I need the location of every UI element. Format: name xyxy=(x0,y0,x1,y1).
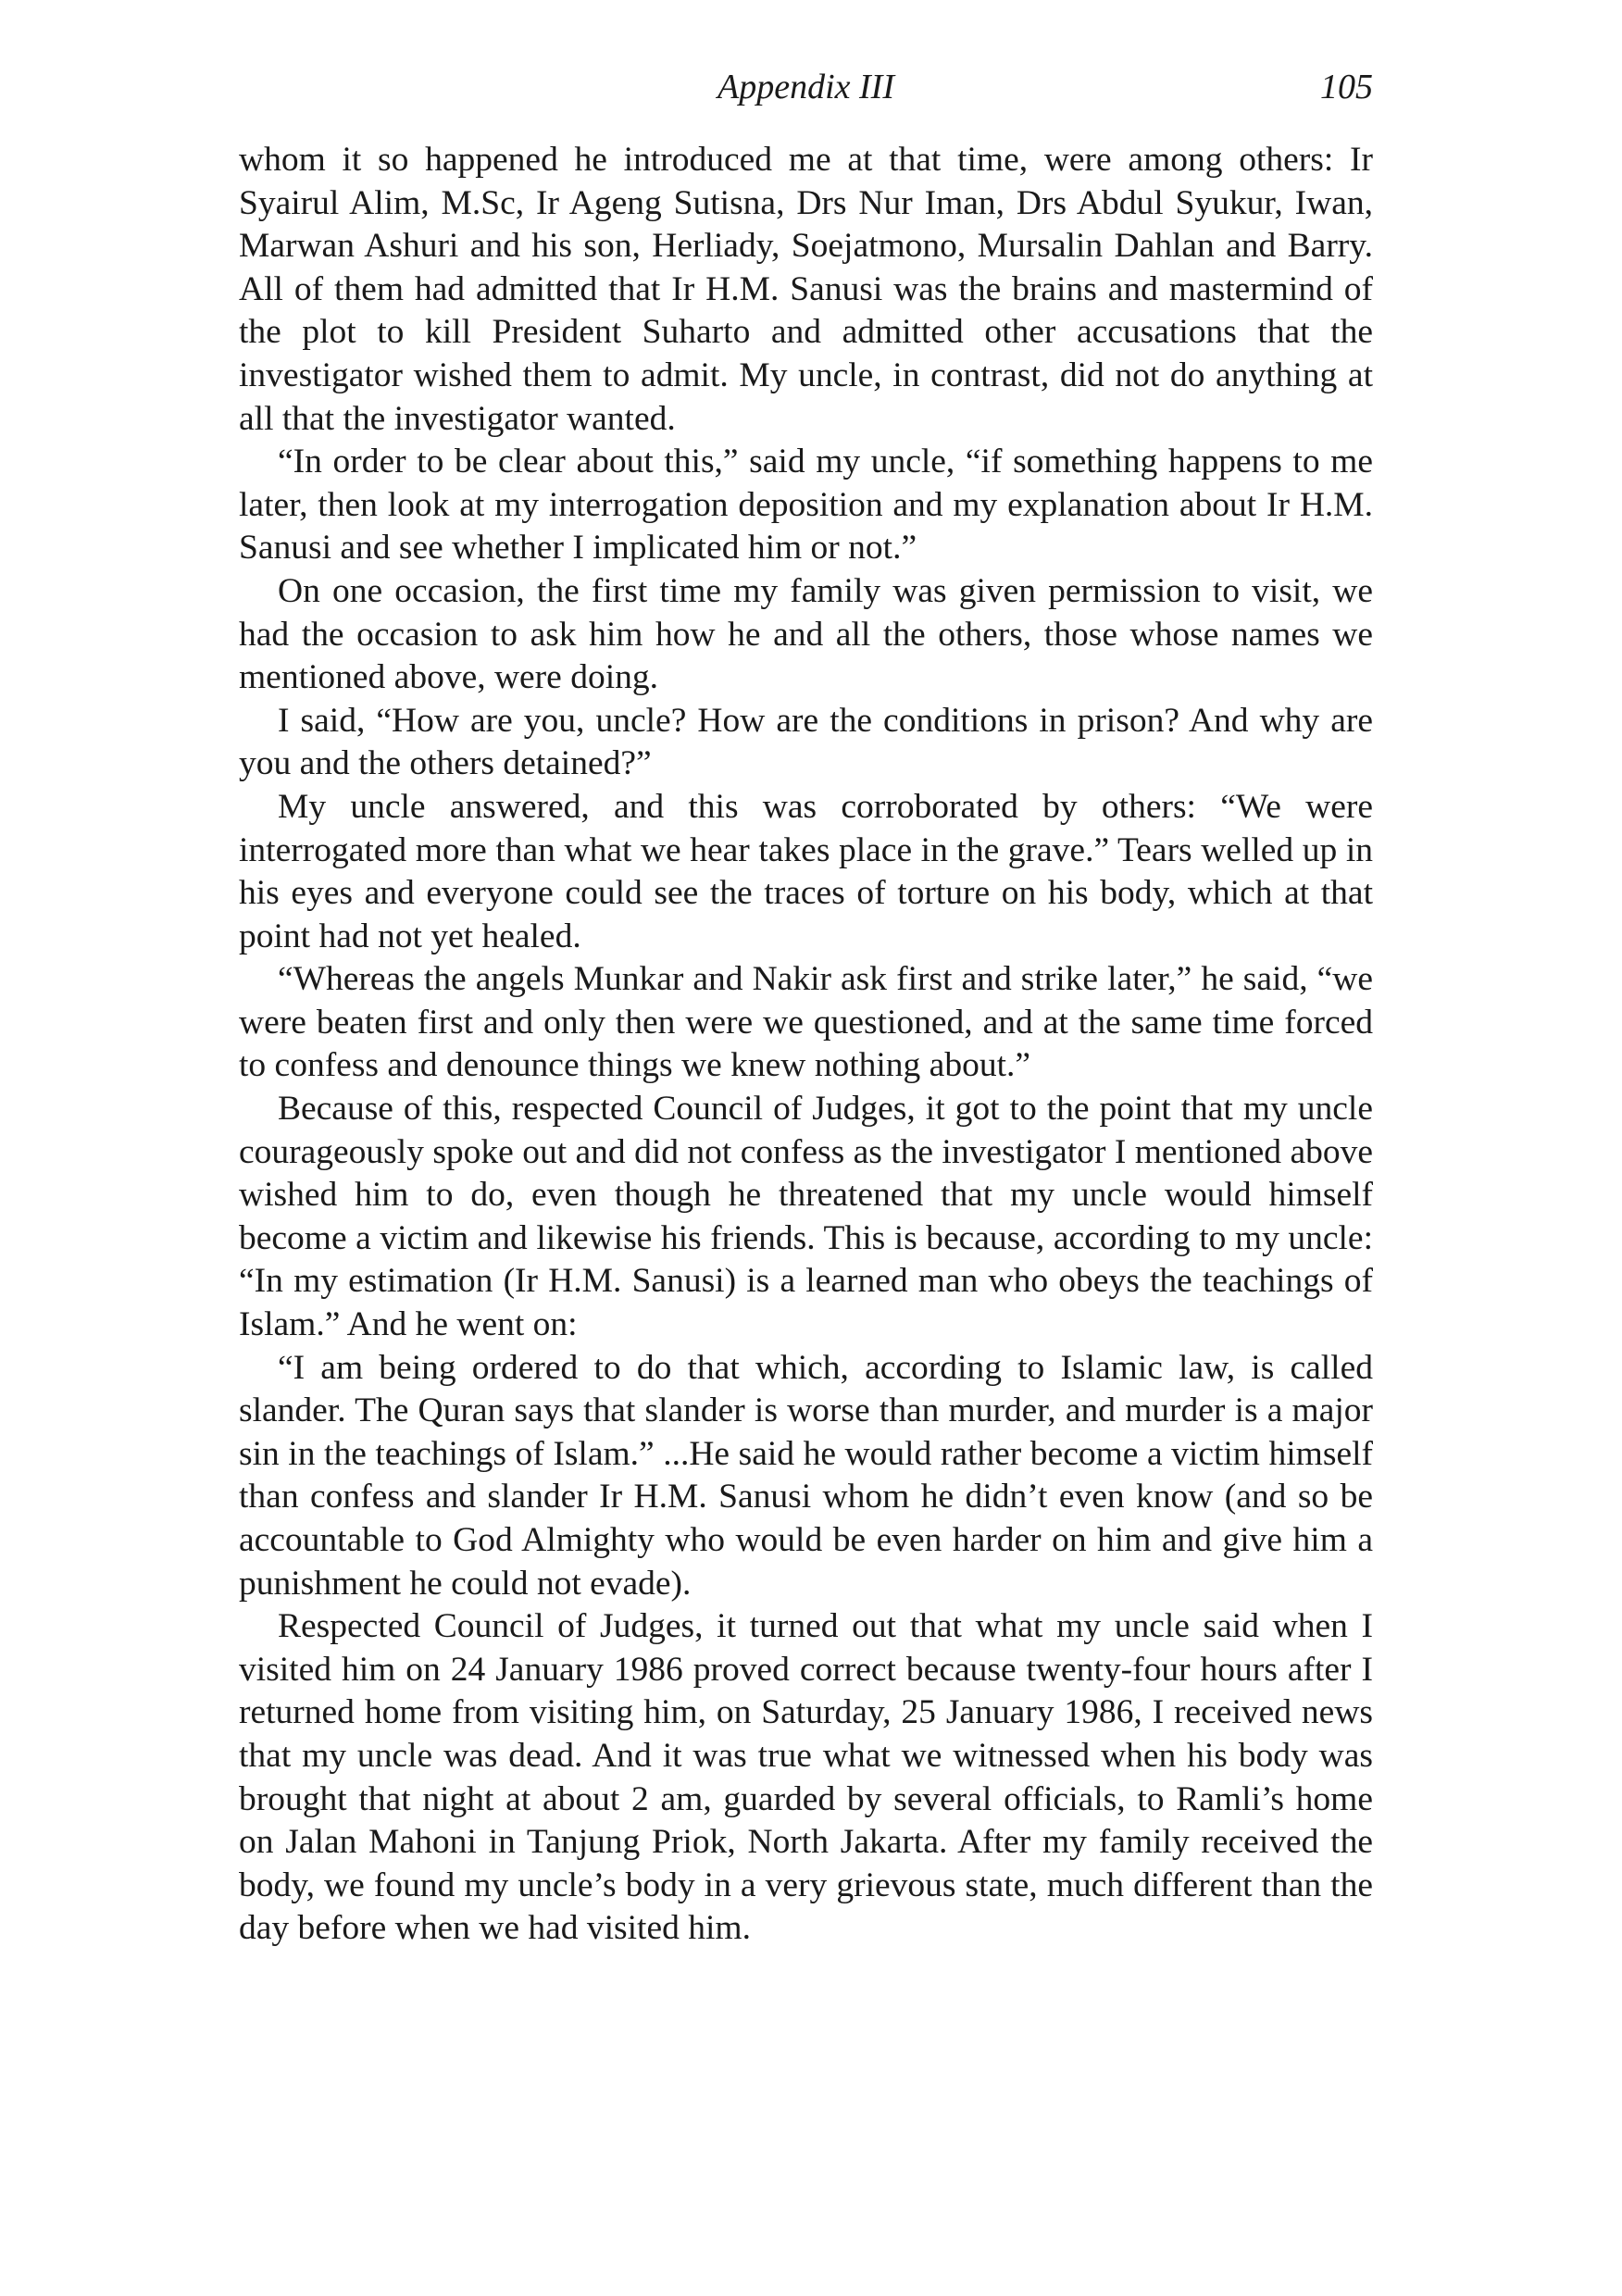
paragraph: Because of this, respected Council of Judges, it got to the point that my uncle courageously spoke out and did not confess as the investigator I mentioned above wished him to do, even though he threatened that my uncle would himself become a victim and likewise his friends. This is because, according to my uncle: “In my estimation (Ir H.M. Sanusi) is a learned man who obeys the teachings of Islam.” And he went on: xyxy=(239,1090,1373,1344)
paragraph-continued: whom it so happened he introduced me at that time, were among others: Ir Syairul Alim, M.Sc, Ir Ageng Sutisna, Drs Nur Iman, Drs Abdul Syukur, Iwan, Marwan Ashuri and his son, Herliady, Soejatmono, Mursalin Dahlan and Barry. All of them had admitted that Ir H.M. Sanusi was the brains and mastermind of the plot to kill President Suharto and admitted other accusations that the investigator wished them to admit. My uncle, in contrast, did not do anything at all that the investigator wanted. xyxy=(239,141,1373,438)
paragraph: My uncle answered, and this was corroborated by others: “We were interrogated more than what we hear takes place in the grave.” Tears welled up in his eyes and everyone could see the traces of torture on his body, which at that point had not yet healed. xyxy=(239,787,1373,955)
paragraph: Respected Council of Judges, it turned out that what my uncle said when I visited him on 24 January 1986 proved correct because twenty-four hours after I returned home from visiting him, on Saturday, 25 January 1986, I received news that my uncle was dead. And it was true what we witnessed when his body was brought that night at about 2 am, guarded by several officials, to Ramli’s home on Jalan Mahoni in Tanjung Priok, North Jakarta. After my family received the body, we found my uncle’s body in a very grievous state, much different than the day before when we had visited him. xyxy=(239,1607,1373,1948)
paragraph: “In order to be clear about this,” said my uncle, “if something happens to me later, then look at my interrogation deposition and my explanation about Ir H.M. Sanusi and see whether I implicated him or not.” xyxy=(239,443,1373,568)
paragraph: I said, “How are you, uncle? How are the conditions in prison? And why are you and the others detained?” xyxy=(239,701,1373,783)
body-text xyxy=(239,139,1373,1951)
page-number: 105 xyxy=(1320,68,1373,106)
paragraph: “I am being ordered to do that which, according to Islamic law, is called slander. The Quran says that slander is worse than murder, and murder is a major sin in the teachings of Islam.” ...He said he would rather become a victim himself than confess and slander Ir H.M. Sanusi whom he didn’t even know (and so be accountable to God Almighty who would be even harder on him and give him a punishment he could not evade). xyxy=(239,1348,1373,1603)
paragraph: On one occasion, the first time my family was given permission to visit, we had the occasion to ask him how he and all the others, those whose names we mentioned above, were doing. xyxy=(239,571,1373,697)
running-title: Appendix III xyxy=(717,68,894,106)
paragraph: “Whereas the angels Munkar and Nakir ask first and strike later,” he said, “we were beaten first and only then were we questioned, and at the same time forced to confess and denounce things we knew nothing about.” xyxy=(239,960,1373,1085)
running-head xyxy=(239,59,1373,115)
